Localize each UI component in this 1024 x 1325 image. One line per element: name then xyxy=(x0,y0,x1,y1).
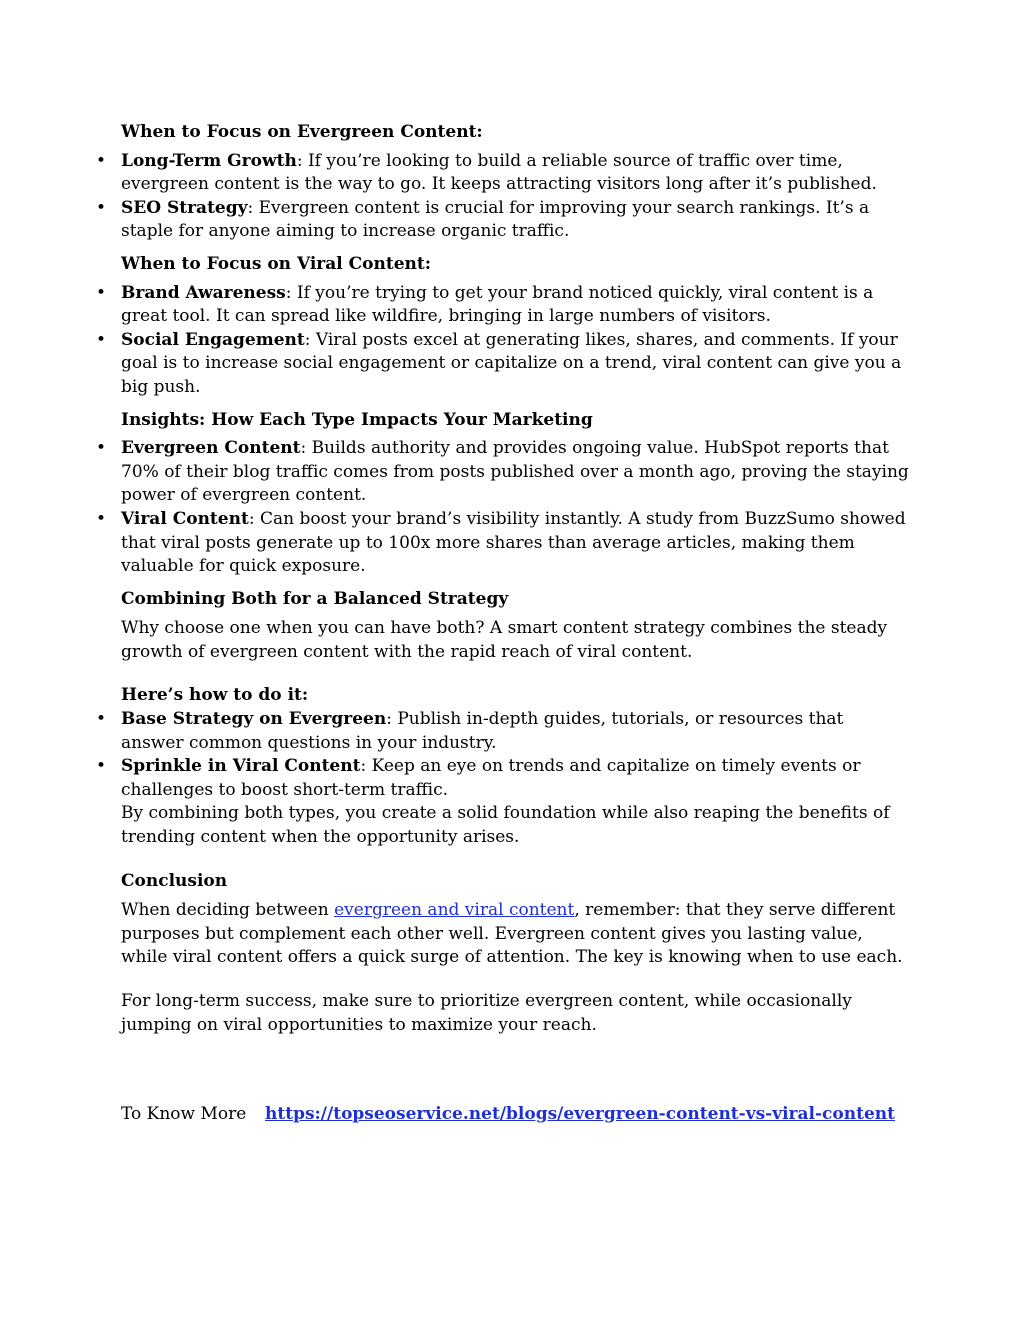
bullet-list-how-to xyxy=(95,708,911,850)
list-item-term: SEO Strategy xyxy=(121,197,248,218)
bullet-list-viral-focus xyxy=(95,282,911,400)
list-item-text: : Evergreen content is crucial for improving your search rankings. It’s a staple for anyone aiming to increase organic traffic. xyxy=(121,197,870,242)
list-item-text: : Builds authority and provides ongoing value. HubSpot reports that 70% of their blog traffic comes from posts published over a month ago, proving the staying power of evergreen content. xyxy=(121,438,909,506)
list-item xyxy=(95,508,911,579)
bullet-icon: • xyxy=(95,150,107,171)
list-item xyxy=(95,437,911,508)
list-item xyxy=(95,282,911,329)
bullet-icon: • xyxy=(95,709,107,730)
paragraph-balanced: Why choose one when you can have both? A smart content strategy combines the steady growth of evergreen content with the rapid reach of viral content. xyxy=(121,618,888,662)
list-item-text: : If you’re looking to build a reliable source of traffic over time, evergreen content is the way to go. It keeps attracting visitors long after it’s published. xyxy=(121,150,877,195)
list-item-continuation: By combining both types, you create a solid foundation while also reaping the benefits of trending content when the opportunity arises. xyxy=(121,803,890,848)
list-item xyxy=(95,150,911,197)
list-item-term: Viral Content xyxy=(121,508,249,529)
list-item-text: : Can boost your brand’s visibility instantly. A study from BuzzSumo showed that viral posts generate up to 100x more shares than average articles, making them valuable for quick exposure. xyxy=(121,508,906,577)
bullet-icon: • xyxy=(95,197,107,218)
list-item-text: : Viral posts excel at generating likes, shares, and comments. If your goal is to increase social engagement or capitalize on a trend, viral content can give you a big push. xyxy=(121,329,902,397)
list-item xyxy=(95,197,911,244)
evergreen-viral-link[interactable]: evergreen and viral content xyxy=(334,900,575,921)
list-item-term: Social Engagement xyxy=(121,329,305,350)
list-item-text: : Publish in-depth guides, tutorials, or resources that answer common questions in your industry. xyxy=(121,709,844,753)
list-item-text: : Keep an eye on trends and capitalize on timely events or challenges to boost short-term traffic. xyxy=(121,756,861,800)
footer xyxy=(121,1103,911,1127)
bullet-icon: • xyxy=(95,508,107,529)
bullet-icon: • xyxy=(95,438,107,459)
bullet-list-insights xyxy=(95,437,911,579)
bullet-icon: • xyxy=(95,756,107,777)
bullet-icon: • xyxy=(95,282,107,303)
footer-label: To Know More xyxy=(121,1104,247,1125)
bullet-icon: • xyxy=(95,329,107,350)
list-item xyxy=(95,708,911,755)
list-item xyxy=(95,329,911,400)
section-heading-how-to: Here’s how to do it: xyxy=(121,685,309,706)
list-item-term: Evergreen Content xyxy=(121,438,301,459)
list-item-text: : If you’re trying to get your brand noticed quickly, viral content is a great tool. It can spread like wildfire, bringing in large numbers of visitors. xyxy=(121,282,874,327)
section-heading-insights: Insights: How Each Type Impacts Your Marketing xyxy=(121,409,593,430)
bullet-list-evergreen-focus xyxy=(95,150,911,244)
section-heading-conclusion: Conclusion xyxy=(121,870,228,891)
list-item-term: Long-Term Growth xyxy=(121,150,297,171)
paragraph-conclusion xyxy=(121,899,911,970)
list-item-term: Base Strategy on Evergreen xyxy=(121,709,387,730)
list-item xyxy=(95,755,911,849)
paragraph-closing: For long-term success, make sure to prioritize evergreen content, while occasionally jumping on viral opportunities to maximize your reach. xyxy=(121,991,852,1035)
section-heading-balanced: Combining Both for a Balanced Strategy xyxy=(121,588,509,609)
section-heading-evergreen-focus: When to Focus on Evergreen Content: xyxy=(121,122,483,142)
section-heading-viral-focus: When to Focus on Viral Content: xyxy=(121,253,432,274)
document-body xyxy=(95,121,911,1127)
list-item-term: Sprinkle in Viral Content xyxy=(121,756,361,777)
footer-url-link[interactable]: https://topseoservice.net/blogs/evergreen-content-vs-viral-content xyxy=(265,1104,895,1125)
conclusion-text-before: When deciding between xyxy=(121,900,335,921)
conclusion-text-after: , remember: that they serve different purposes but complement each other well. Evergreen content gives you lasting value, while viral content offers a quick surge of attention. The key is knowing when to use each. xyxy=(121,900,903,968)
list-item-term: Brand Awareness xyxy=(121,282,286,303)
